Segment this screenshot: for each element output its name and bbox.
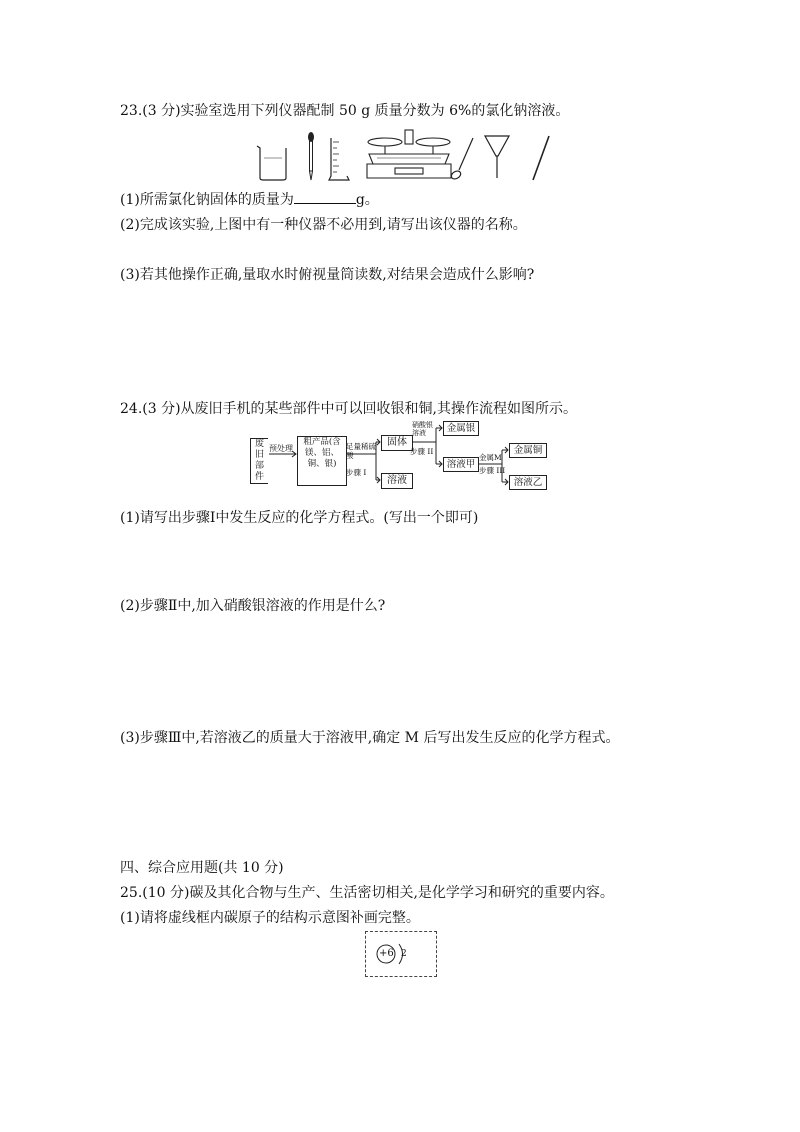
flow-solution-yi-box: 溶液乙 [509,475,547,490]
flow-crude-box: 粗产品(含镁、铝、铜、银) [297,436,347,486]
balance-icon [367,130,451,178]
glass-rod-icon [533,136,549,180]
q24-flowchart [250,420,560,494]
q24-part2: (2)步骤Ⅱ中,加入硝酸银溶液的作用是什么? [120,598,386,614]
flow-step3-label: 步骤 III [479,466,506,475]
flow-solution-jia-box: 溶液甲 [443,457,479,472]
q23-instruments-figure [255,128,555,184]
flow-agno3-label: 硝酸银溶液 [412,421,433,437]
flow-pre-label: 预处理 [269,444,293,453]
funnel-icon [485,136,509,178]
carbon-atom-diagram [365,931,437,977]
q25-part1: (1)请将虚线框内碳原子的结构示意图补画完整。 [120,910,420,926]
flow-step1-label: 步骤 I [346,468,367,477]
flow-step1-reagent: 足量稀硫酸 [346,442,376,460]
spoon-icon [450,138,473,181]
q23-part1-unit: g。 [355,192,379,208]
q24-stem: 24.(3 分)从废旧手机的某些部件中可以回收银和铜,其操作流程如图所示。 [120,401,577,417]
q23-part1-text: (1)所需氯化钠固体的质量为 [120,192,294,208]
answer-blank[interactable] [294,191,356,204]
flow-solution-box: 溶液 [381,473,413,489]
flow-metal-m-label: 金属M [479,453,502,462]
electron-count: 2 [401,949,407,959]
q23-part1 [120,191,379,209]
q23-stem: 23.(3 分)实验室选用下列仪器配制 50 g 质量分数为 6%的氯化钠溶液。 [120,103,570,119]
section4-title: 四、综合应用题(共 10 分) [120,860,284,876]
flow-solid-box: 固体 [381,435,413,451]
flow-step2-label: 步骤 II [410,447,434,456]
graduated-cylinder-icon [329,138,349,180]
q24-part1: (1)请写出步骤Ⅰ中发生反应的化学方程式。(写出一个即可) [120,510,479,526]
q24-part3: (3)步骤Ⅲ中,若溶液乙的质量大于溶液甲,确定 M 后写出发生反应的化学方程式。 [120,730,620,746]
flow-start-box: 废旧部件 [250,438,268,484]
q23-part2: (2)完成该实验,上图中有一种仪器不必用到,请写出该仪器的名称。 [120,217,527,233]
flow-silver-box: 金属银 [443,421,479,436]
flow-copper-box: 金属铜 [509,443,547,458]
beaker-icon [257,146,286,180]
nucleus-charge: +6 [379,948,394,959]
q25-stem: 25.(10 分)碳及其化合物与生产、生活密切相关,是化学学习和研究的重要内容。 [120,885,614,901]
q23-part3: (3)若其他操作正确,量取水时俯视量筒读数,对结果会造成什么影响? [120,267,535,283]
dropper-icon [308,132,314,180]
